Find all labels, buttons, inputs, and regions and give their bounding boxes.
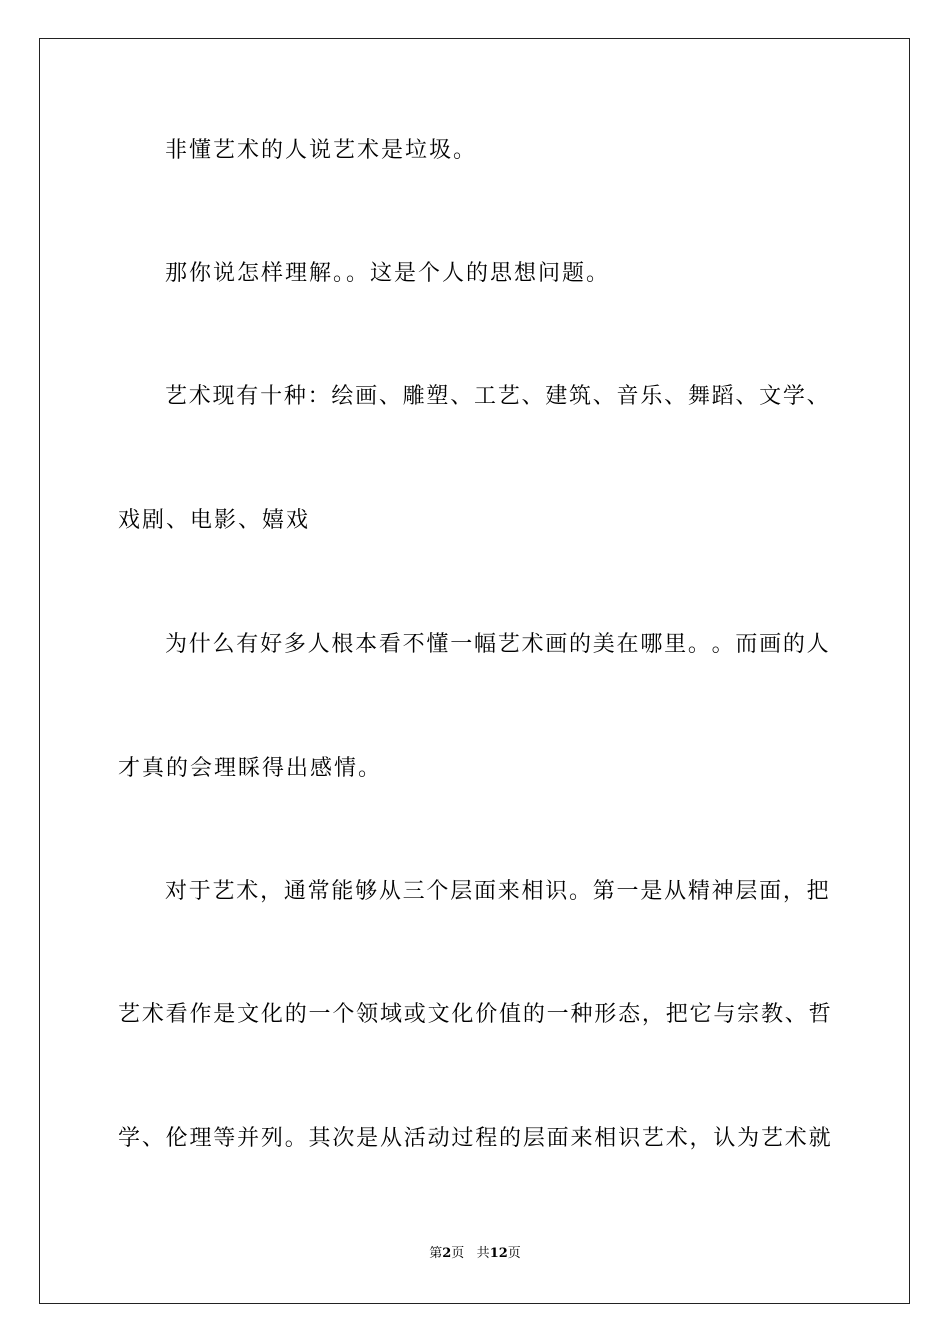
glyph: 从 [379, 1126, 402, 1151]
glyph: 过 [451, 1126, 474, 1151]
glyph: 神 [711, 879, 734, 904]
glyph: 里 [664, 632, 687, 657]
glyph: 够 [355, 879, 378, 904]
glyph: 动 [427, 1126, 450, 1151]
glyph: 什 [188, 632, 211, 657]
glyph: 艺 [641, 1126, 664, 1151]
paragraph-line-5 [165, 630, 829, 660]
glyph: 为 [165, 632, 188, 657]
glyph: 理 [189, 1126, 212, 1151]
glyph: ， [782, 879, 805, 904]
footer-page-number: 2 [442, 1246, 452, 1261]
glyph: 么 [212, 632, 235, 657]
glyph: 活 [403, 1126, 426, 1151]
glyph: 形 [594, 1002, 617, 1027]
glyph: 、 [664, 384, 687, 409]
glyph: 术 [521, 632, 544, 657]
paragraph-line-1: 非懂艺术的人说艺术是垃圾。 [165, 138, 478, 163]
glyph: 层 [450, 879, 473, 904]
paragraph-line-2: 那你说怎样理解。。这是个人的思想问题。 [165, 261, 611, 286]
glyph: 域 [379, 1002, 402, 1027]
glyph: 。 [284, 1126, 307, 1151]
glyph: 从 [664, 879, 687, 904]
paragraph-line-7 [165, 877, 829, 907]
glyph: 、 [141, 1126, 164, 1151]
glyph: 根 [331, 632, 354, 657]
glyph: 蹈 [711, 384, 734, 409]
glyph: 看 [165, 1002, 188, 1027]
glyph: 三 [402, 879, 425, 904]
glyph: 来 [497, 879, 520, 904]
paragraph-line-3 [165, 382, 829, 412]
glyph: 艺 [165, 384, 188, 409]
glyph: 、 [592, 384, 615, 409]
glyph: 幅 [473, 632, 496, 657]
glyph: 价 [475, 1002, 498, 1027]
glyph: 其 [308, 1126, 331, 1151]
glyph: 宗 [737, 1002, 760, 1027]
glyph: 的 [499, 1126, 522, 1151]
glyph: 的 [782, 632, 805, 657]
glyph: 来 [570, 1126, 593, 1151]
glyph: 在 [616, 632, 639, 657]
glyph: 、 [735, 384, 758, 409]
glyph: 绘 [331, 384, 354, 409]
glyph: 艺 [497, 632, 520, 657]
glyph: 作 [189, 1002, 212, 1027]
glyph: 建 [545, 384, 568, 409]
glyph: 第 [592, 879, 615, 904]
glyph: 态 [618, 1002, 641, 1027]
glyph: 的 [522, 1002, 545, 1027]
glyph: 相 [521, 879, 544, 904]
glyph: 工 [473, 384, 496, 409]
glyph: 是 [356, 1126, 379, 1151]
glyph: 相 [594, 1126, 617, 1151]
glyph: 就 [808, 1126, 831, 1151]
glyph: 术 [665, 1126, 688, 1151]
glyph: 人 [806, 632, 829, 657]
glyph: 列 [260, 1126, 283, 1151]
glyph: 画 [545, 632, 568, 657]
glyph: 有 [236, 384, 259, 409]
glyph: 人 [307, 632, 330, 657]
glyph: 通 [283, 879, 306, 904]
glyph: 。 [711, 632, 734, 657]
paragraph-line-4: 戏剧、电影、嬉戏 [118, 508, 311, 533]
glyph: 不 [402, 632, 425, 657]
glyph: 术 [236, 879, 259, 904]
glyph: 术 [188, 384, 211, 409]
glyph: 、 [378, 384, 401, 409]
glyph: 学 [782, 384, 805, 409]
glyph: 多 [283, 632, 306, 657]
glyph: 化 [451, 1002, 474, 1027]
glyph: 并 [237, 1126, 260, 1151]
glyph: 术 [141, 1002, 164, 1027]
glyph: 它 [689, 1002, 712, 1027]
glyph: 等 [213, 1126, 236, 1151]
glyph: 、 [521, 384, 544, 409]
glyph: 面 [473, 879, 496, 904]
glyph: 一 [308, 1002, 331, 1027]
glyph: 好 [260, 632, 283, 657]
footer-page-prefix: 第 [429, 1246, 443, 1261]
glyph: 画 [355, 384, 378, 409]
glyph: 看 [378, 632, 401, 657]
glyph: 、 [450, 384, 473, 409]
glyph: 能 [331, 879, 354, 904]
footer-total-pages: 12 [489, 1246, 508, 1261]
glyph: ： [307, 384, 330, 409]
glyph: 面 [546, 1126, 569, 1151]
glyph: 种 [570, 1002, 593, 1027]
footer-page-suffix: 页 [451, 1246, 465, 1261]
glyph: 文 [759, 384, 782, 409]
glyph: 一 [450, 632, 473, 657]
glyph: 对 [165, 879, 188, 904]
page-frame [39, 38, 910, 1304]
glyph: 美 [592, 632, 615, 657]
glyph: 文 [237, 1002, 260, 1027]
glyph: 现 [212, 384, 235, 409]
glyph: 的 [569, 632, 592, 657]
glyph: 、 [806, 384, 829, 409]
glyph: ， [641, 1002, 664, 1027]
glyph: 哲 [808, 1002, 831, 1027]
glyph: 把 [806, 879, 829, 904]
footer-total-suffix: 页 [507, 1246, 521, 1261]
glyph: 层 [735, 879, 758, 904]
glyph: 术 [784, 1126, 807, 1151]
glyph: 种 [283, 384, 306, 409]
page-footer [0, 1245, 950, 1263]
glyph: 一 [616, 879, 639, 904]
glyph: 雕 [402, 384, 425, 409]
glyph: 音 [616, 384, 639, 409]
glyph: 个 [426, 879, 449, 904]
glyph: 艺 [760, 1126, 783, 1151]
glyph: 。 [687, 632, 710, 657]
glyph: 艺 [497, 384, 520, 409]
glyph: 常 [307, 879, 330, 904]
glyph: 舞 [687, 384, 710, 409]
paragraph-line-8 [118, 1000, 831, 1030]
glyph: 文 [427, 1002, 450, 1027]
glyph: 。 [569, 879, 592, 904]
glyph: 伦 [165, 1126, 188, 1151]
glyph: 懂 [426, 632, 449, 657]
glyph: 识 [618, 1126, 641, 1151]
glyph: 哪 [640, 632, 663, 657]
glyph: 塑 [426, 384, 449, 409]
glyph: 与 [713, 1002, 736, 1027]
glyph: 本 [355, 632, 378, 657]
glyph: 识 [545, 879, 568, 904]
paragraph-line-9 [118, 1124, 831, 1154]
glyph: 是 [213, 1002, 236, 1027]
glyph: 、 [784, 1002, 807, 1027]
glyph: ， [689, 1126, 712, 1151]
glyph: 层 [522, 1126, 545, 1151]
glyph: 把 [665, 1002, 688, 1027]
glyph: 教 [760, 1002, 783, 1027]
glyph: 艺 [212, 879, 235, 904]
glyph: 乐 [640, 384, 663, 409]
glyph: 领 [356, 1002, 379, 1027]
glyph: 一 [546, 1002, 569, 1027]
glyph: 筑 [569, 384, 592, 409]
glyph: 而 [735, 632, 758, 657]
glyph: 有 [236, 632, 259, 657]
glyph: 从 [378, 879, 401, 904]
glyph: 面 [759, 879, 782, 904]
glyph: 于 [188, 879, 211, 904]
glyph: 艺 [118, 1002, 141, 1027]
glyph: 程 [475, 1126, 498, 1151]
glyph: 次 [332, 1126, 355, 1151]
glyph: 化 [260, 1002, 283, 1027]
glyph: 的 [284, 1002, 307, 1027]
glyph: 为 [737, 1126, 760, 1151]
glyph: 画 [759, 632, 782, 657]
glyph: 值 [499, 1002, 522, 1027]
glyph: 学 [118, 1126, 141, 1151]
glyph: 认 [713, 1126, 736, 1151]
glyph: 十 [260, 384, 283, 409]
glyph: 精 [687, 879, 710, 904]
footer-total-prefix: 共 [476, 1246, 490, 1261]
paragraph-line-6: 才真的会理睬得出感情。 [118, 756, 383, 781]
glyph: ， [260, 879, 283, 904]
glyph: 或 [403, 1002, 426, 1027]
glyph: 个 [332, 1002, 355, 1027]
glyph: 是 [640, 879, 663, 904]
